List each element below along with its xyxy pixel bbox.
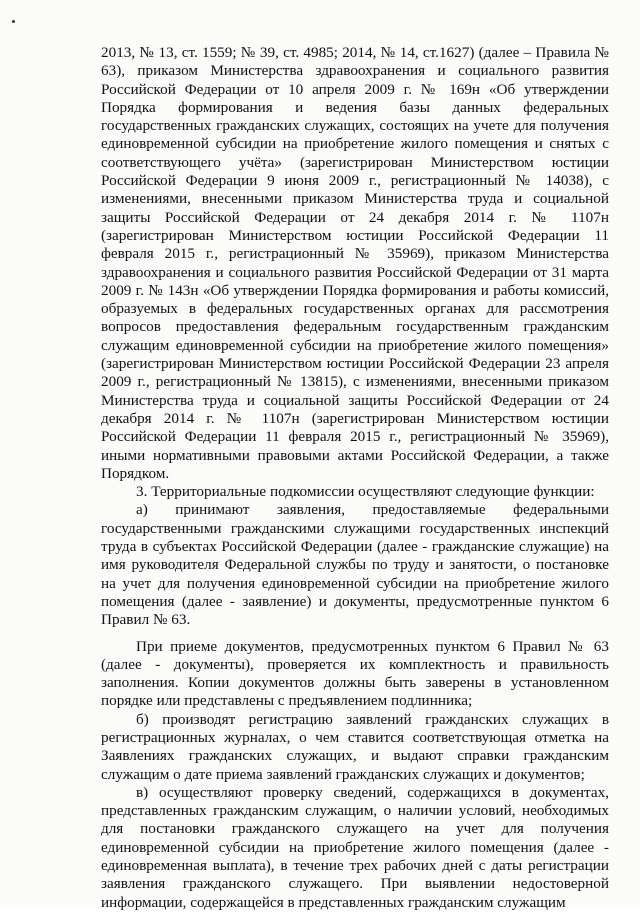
paragraph-references: 2013, № 13, ст. 1559; № 39, ст. 4985; 2014, № 14, ст.1627) (далее – Правила № 63), приказом Министерства здравоохранения и социального развития Российской Федерации от 10 апреля 2009 г. № 169н «Об утверждении Порядка формирования и ведения базы данных федеральных государственных гражданских служащих, состоящих на учете для получения единовременной субсидии на приобретение жилого помещения и снятых с соответствующего учёта» (зарегистрирован Министерством юстиции Российской Федерации 9 июня 2009 г., регистрационный № 14038), с изменениями, внесенными приказом Министерства труда и социальной защиты Российской Федерации от 24 декабря 2014 г. № 1107н (зарегистрирован Министерством юстиции Российской Федерации 11 февраля 2015 г., регистрационный № 35969), приказом Министерства здравоохранения и социального развития Российской Федерации от 31 марта 2009 г. № 143н «Об утверждении Порядка формирования и работы комиссий, образуемых в федеральных государственных органах для рассмотрения вопросов предоставления федеральным государственным гражданским служащим единовременной субсидии на приобретение жилого помещения» (зарегистрирован Министерством юстиции Российской Федерации 23 апреля 2009 г., регистрационный № 13815), с изменениями, внесенными приказом Министерства труда и социальной защиты Российской Федерации от 24 декабря 2014 г. № 1107н (зарегистрирован Министерством юстиции Российской Федерации 11 февраля 2015 г., регистрационный № 35969), иными нормативными правовыми актами Российской Федерации, а также Порядком. [101, 44, 609, 482]
paragraph-document-check: При приеме документов, предусмотренных пунктом 6 Правил № 63 (далее - документы), проверяется их комплектность и правильность заполнения. Копии документов должны быть заверены в установленном порядке или представлены с предъявлением подлинника; [101, 637, 609, 710]
document-body [101, 44, 609, 912]
scan-speck [12, 20, 15, 23]
paragraph-item-v: в) осуществляют проверку сведений, содержащихся в документах, представленных гражданским служащим, о наличии условий, необходимых для постановки гражданского служащего на учет для получения единовременной субсидии на приобретение жилого помещения (далее - единовременная выплата), в течение трех рабочих дней с даты регистрации заявления гражданского служащего. При выявлении недостоверной информации, содержащейся в представленных гражданским служащим [101, 783, 609, 911]
paragraph-item-b: б) производят регистрацию заявлений гражданских служащих в регистрационных журналах, о чем ставится соответствующая отметка на Заявлениях гражданских служащих, и выдают справки гражданским служащим о дате приема заявлений гражданских служащих и документов; [101, 710, 609, 783]
paragraph-section-3: 3. Территориальные подкомиссии осуществляют следующие функции: [136, 483, 595, 501]
paragraph-item-a: а) принимают заявления, предоставляемые федеральными государственными гражданскими служащими государственных инспекций труда в субъектах Российской Федерации (далее - гражданские служащие) на имя руководителя Федеральной службы по труду и занятости, о постановке на учет для получения единовременной субсидии на приобретение жилого помещения (далее - заявление) и документы, предусмотренные пунктом 6 Правил № 63. [101, 501, 609, 629]
